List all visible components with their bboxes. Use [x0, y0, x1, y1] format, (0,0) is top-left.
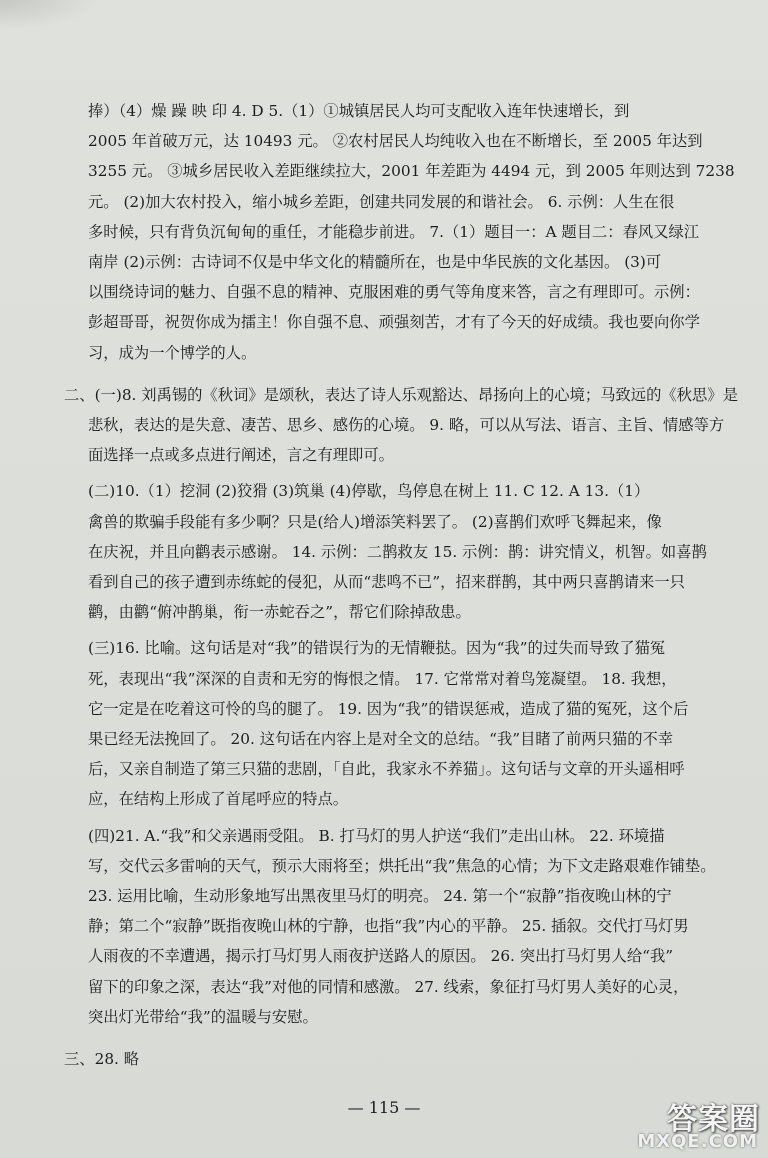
paragraph-part-one-tail: [88, 96, 735, 368]
answer-content: [64, 96, 738, 1074]
text-line: 鹳，由鹳“俯冲鹊巢，衔一赤蛇吞之”，帮它们除掉敌患。: [88, 603, 471, 622]
text-line: 在庆祝，并且向鹳表示感谢。 14. 示例：二鹊救友 15. 示例：鹊：讲究情义，机智。如喜鹊: [88, 542, 707, 561]
text-line: 习，成为一个博学的人。: [88, 343, 257, 362]
paragraph-section-two-part-four: [88, 821, 716, 1032]
text-line: 突出灯光带给“我”的温暖与安慰。: [88, 1007, 318, 1026]
text-line: (四)21. A.“我”和父亲遇雨受阻。 B. 打马灯的男人护送“我们”走出山林。 22. 环境描: [88, 826, 665, 845]
text-line: 看到自己的孩子遭到赤练蛇的侵犯，从而“悲鸣不已”，招来群鹊，其中两只喜鹊请来一只: [88, 573, 685, 592]
paragraph-section-two-part-two: [88, 476, 707, 627]
text-line: 人雨夜的不幸遭遇，揭示打马灯男人雨夜护送路人的原因。 26. 突出打马灯男人给“我”: [88, 947, 674, 966]
paragraph-section-two-part-three: [88, 633, 688, 814]
text-line: 彭超哥哥，祝贺你成为擂主！你自强不息、顽强刻苦，才有了今天的好成绩。我也要向你学: [88, 313, 700, 332]
site-watermark-logo: [600, 1094, 760, 1152]
text-line: 2005 年首破万元，达 10493 元。 ②农村居民人均纯收入也在不断增长，至 2005 年达到: [88, 132, 703, 151]
text-line: 二、(一)8. 刘禹锡的《秋词》是颂秋，表达了诗人乐观豁达、昂扬向上的心境；马致远的《秋思》是: [64, 385, 738, 404]
text-line: 捧）（4）燥 躁 映 印 4. D 5.（1）①城镇居民人均可支配收入连年快速增长，到: [88, 102, 630, 120]
scan-shadow: [0, 0, 100, 30]
text-line: 留下的印象之深，表达“我”对他的同情和感激。 27. 线索，象征打马灯男人美好的心灵，: [88, 977, 689, 996]
text-line: 果已经无法挽回了。 20. 这句话在内容上是对全文的总结。“我”目睹了前两只猫的不幸: [88, 730, 674, 749]
text-line: 死，表现出“我”深深的自责和无穷的悔恨之情。 17. 它常常对着鸟笼凝望。 18. 我想，: [88, 669, 677, 688]
watermark-domain: MXQE.COM: [637, 1131, 758, 1152]
text-line: (三)16. 比喻。这句话是对“我”的错误行为的无情鞭挞。因为“我”的过失而导致了猫冤: [88, 639, 666, 658]
text-line: 写，交代云多雷响的天气，预示大雨将至；烘托出“我”焦急的心情；为下文走路艰难作铺垫。: [88, 856, 716, 875]
text-line: 多时候，只有背负沉甸甸的重任，才能稳步前进。 7.（1）题目一：A 题目二：春风又绿江: [88, 222, 700, 241]
text-line: 元。 (2)加大农村投入，缩小城乡差距，创建共同发展的和谐社会。 6. 示例：人生在很: [88, 192, 675, 211]
text-line: 三、28. 略: [64, 1050, 140, 1069]
text-line: 面选择一点或多点进行阐述，言之有理即可。: [88, 446, 394, 465]
text-line: 悲秋，表达的是失意、凄苦、思乡、感伤的心境。 9. 略，可以从写法、语言、主旨、情感等方: [88, 416, 725, 435]
page-number: — 115 —: [347, 1098, 421, 1117]
text-line: 以围绕诗词的魅力、自强不息的精神、克服困难的勇气等角度来答，言之有理即可。示例：: [88, 283, 700, 302]
text-line: 南岸 (2)示例：古诗词不仅是中华文化的精髓所在，也是中华民族的文化基因。 (3)可: [88, 253, 662, 272]
paragraph-section-three: [64, 1044, 688, 1074]
text-line: 后，又亲自制造了第三只猫的悲剧，「自此，我家永不养猫」。这句话与文章的开头遥相呼: [88, 760, 685, 779]
text-line: 3255 元。 ③城乡居民收入差距继续拉大，2001 年差距为 4494 元，到 2005 年则达到 7238: [88, 162, 735, 181]
text-line: 静；第二个“寂静”既指夜晚山林的宁静，也指“我”内心的平静。 25. 插叙。交代打马灯男: [88, 917, 689, 936]
watermark-title: 答案圈: [667, 1102, 760, 1137]
text-line: (二)10.（1）挖洞 (2)狡猾 (3)筑巢 (4)停歇，鸟停息在树上 11. C 12. A 13.（1）: [88, 482, 650, 501]
text-line: 禽兽的欺骗手段能有多少啊？只是(给人)增添笑料罢了。 (2)喜鹊们欢呼飞舞起来，像: [88, 512, 662, 531]
text-line: 应，在结构上形成了首尾呼应的特点。: [88, 790, 349, 809]
text-line: 它一定是在吃着这可怜的鸟的腿了。 19. 因为“我”的错误惩戒，造成了猫的冤死，这个后: [88, 699, 689, 718]
paragraph-section-two-part-one: [64, 380, 738, 471]
text-line: 23. 运用比喻，生动形象地写出黑夜里马灯的明亮。 24. 第一个“寂静”指夜晚山林的宁: [88, 887, 672, 906]
